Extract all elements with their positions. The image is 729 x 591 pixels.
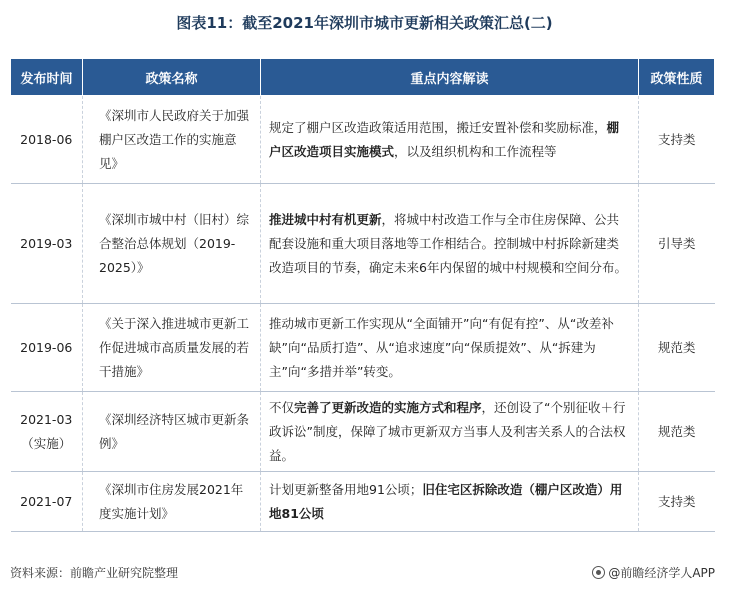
content-text: 计划更新整备用地91公顷； [269,481,423,497]
brand-logo-icon [592,566,605,579]
source-note: 资料来源：前瞻产业研究院整理 [10,566,179,580]
cell-key-content [261,392,639,472]
content-highlight: 棚户区改造项目实施模式 [269,119,620,159]
cell-policy-nature: 引导类 [639,184,715,304]
cell-policy-nature: 支持类 [639,96,715,184]
cell-date: 2019-06 [11,304,83,392]
content-highlight: 推进城中村有机更新 [269,211,382,227]
cell-policy-nature: 规范类 [639,304,715,392]
cell-policy-nature: 规范类 [639,392,715,472]
cell-key-content [261,472,639,532]
content-text: 推动城市更新工作实现从“全面铺开”向“有促有控”、从“改差补缺”向“品质打造”、从“追求速度”向“保质提效”、从“拆建为主”向“多措并举”转变。 [269,315,614,379]
content-highlight: 旧住宅区拆除改造（棚户区改造）用地81公顷 [269,481,623,521]
table-row [11,472,715,532]
content-text: ，将城中村改造工作与全市住房保障、公共配套设施和重大项目落地等工作相结合。控制城中村拆除新建类改造项目的节奏，确定未来6年内保留的城中村规模和空间分布。 [269,211,627,275]
brand-credit [592,564,715,581]
cell-date: 2018-06 [11,96,83,184]
header-policy-nature: 政策性质 [639,59,715,96]
cell-date: 2021-07 [11,472,83,532]
cell-policy-name: 《深圳市住房发展2021年度实施计划》 [83,472,261,532]
content-text: ，以及组织机构和工作流程等 [394,143,557,159]
cell-date: 2019-03 [11,184,83,304]
table-row [11,96,715,184]
header-policy-name: 政策名称 [83,59,261,96]
cell-policy-name: 《关于深入推进城市更新工作促进城市高质量发展的若干措施》 [83,304,261,392]
cell-date: 2021-03（实施） [11,392,83,472]
cell-policy-nature: 支持类 [639,472,715,532]
cell-key-content [261,304,639,392]
policy-table [10,58,715,532]
cell-policy-name: 《深圳经济特区城市更新条例》 [83,392,261,472]
table-header-row [11,59,715,96]
table-row [11,392,715,472]
cell-key-content [261,96,639,184]
content-text: 不仅 [269,399,295,415]
content-text: 规定了棚户区改造政策适用范围，搬迁安置补偿和奖励标准， [269,119,607,135]
content-text: ，还创设了“个别征收＋行政诉讼”制度，保障了城市更新双方当事人及利害关系人的合法权益。 [269,399,626,463]
header-date: 发布时间 [11,59,83,96]
cell-key-content [261,184,639,304]
table-row [11,304,715,392]
chart-title: 图表11：截至2021年深圳市城市更新相关政策汇总(二) [176,14,553,32]
table-row [11,184,715,304]
content-highlight: 完善了更新改造的实施方式和程序 [294,399,482,415]
header-key-content: 重点内容解读 [261,59,639,96]
cell-policy-name: 《深圳市城中村（旧村）综合整治总体规划（2019-2025）》 [83,184,261,304]
brand-label: @前瞻经济学人APP [608,566,715,580]
cell-policy-name: 《深圳市人民政府关于加强棚户区改造工作的实施意见》 [83,96,261,184]
